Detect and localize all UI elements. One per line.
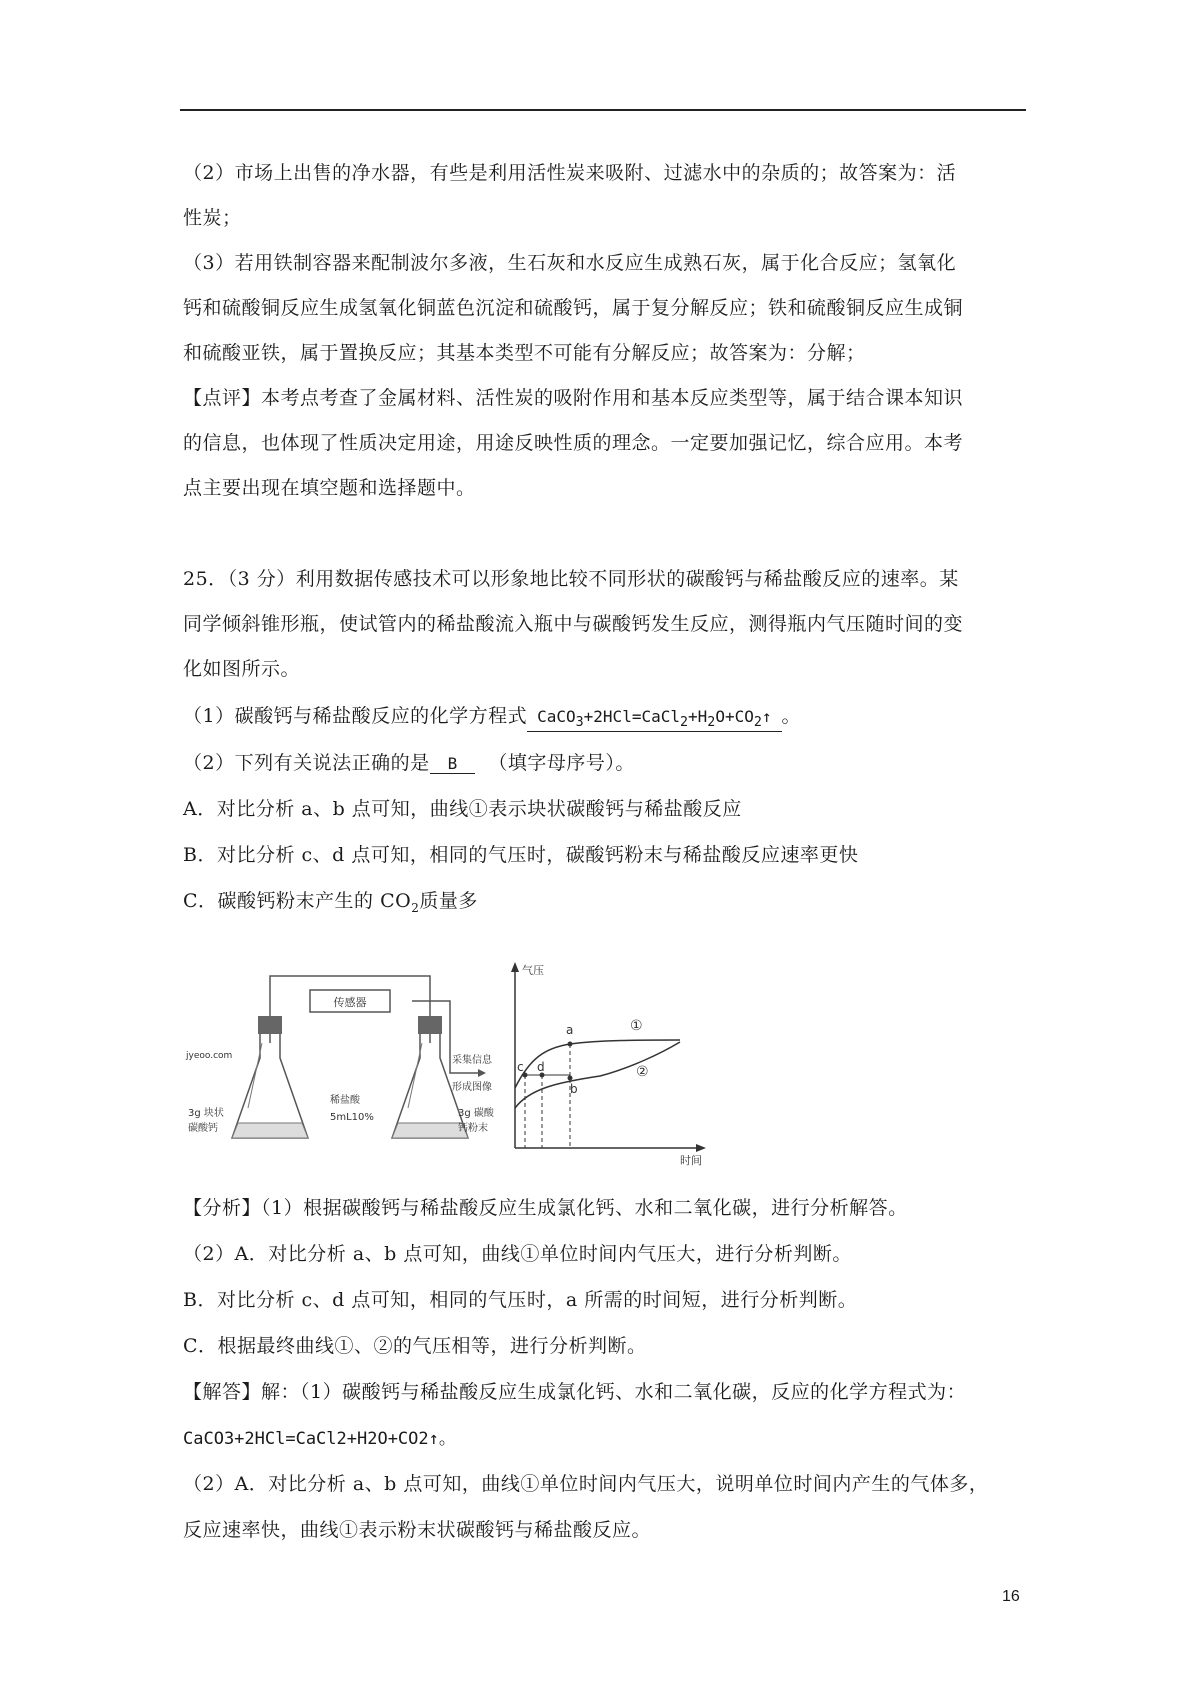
text-line: B．对比分析 c、d 点可知，相同的气压时，a 所需的时间短，进行分析判断。 xyxy=(183,1289,858,1311)
curve-2-label: ② xyxy=(636,1064,649,1080)
text-line: （2）市场上出售的净水器，有些是利用活性炭来吸附、过滤水中的杂质的；故答案为：活 xyxy=(183,162,957,184)
text-line: 化如图所示。 xyxy=(183,658,301,680)
right-test-tube xyxy=(408,1043,422,1108)
text-line: 性炭； xyxy=(183,207,242,229)
right-stopper xyxy=(418,1016,442,1034)
text-line: 钙和硫酸铜反应生成氢氧化铜蓝色沉淀和硫酸钙，属于复分解反应；铁和硫酸铜反应生成铜 xyxy=(183,297,964,319)
arrow-head xyxy=(478,1069,486,1077)
left-stopper xyxy=(258,1016,282,1034)
text-line: （3）若用铁制容器来配制波尔多液，生石灰和水反应生成熟石灰，属于化合反应；氢氧化 xyxy=(183,252,957,274)
text-line: 和硫酸亚铁，属于置换反应；其基本类型不可能有分解反应；故答案为：分解； xyxy=(183,342,866,364)
question-1-line xyxy=(183,701,801,732)
q1-answer-equation: $CaCO_3+2HCl=CaCl_2+H_2O+CO_2↑$ xyxy=(527,708,781,732)
right-label-2: 钙粉末 xyxy=(458,1123,488,1134)
equation-line: CaCO3+2HCl=CaCl2+H2O+CO2↑。 xyxy=(183,1429,456,1449)
collect-label-1: 采集信息 xyxy=(452,1055,492,1066)
text-line: 同学倾斜锥形瓶，使试管内的稀盐酸流入瓶中与碳酸钙发生反应，测得瓶内气压随时间的变 xyxy=(183,613,964,635)
acid-label-1: 稀盐酸 xyxy=(330,1095,360,1106)
point-d-label: d xyxy=(537,1060,545,1074)
left-label-2: 碳酸钙 xyxy=(188,1123,218,1134)
left-flask xyxy=(232,1034,308,1138)
experiment-figure xyxy=(180,958,740,1168)
text-line: 点主要出现在填空题和选择题中。 xyxy=(183,477,476,499)
page-number: 16 xyxy=(1002,1588,1020,1605)
sensor-label: 传感器 xyxy=(333,996,367,1009)
right-solid xyxy=(392,1123,468,1138)
option-c: C．碳酸钙粉末产生的 $CO_2$质量多 xyxy=(183,890,478,915)
text-line: （2）A．对比分析 a、b 点可知，曲线①单位时间内气压大，说明单位时间内产生的气体多， xyxy=(183,1473,989,1495)
left-solid xyxy=(232,1123,308,1138)
text-line: C．根据最终曲线①、②的气压相等，进行分析判断。 xyxy=(183,1335,647,1357)
option-a: A．对比分析 a、b 点可知，曲线①表示块状碳酸钙与稀盐酸反应 xyxy=(183,798,742,820)
header-rule xyxy=(180,109,1026,111)
collect-label-2: 形成图像 xyxy=(452,1082,492,1093)
answer-heading-line: 【解答】解：（1）碳酸钙与稀盐酸反应生成氯化钙、水和二氧化碳，反应的化学方程式为： xyxy=(183,1381,967,1403)
analysis-heading-line: 【分析】（1）根据碳酸钙与稀盐酸反应生成氯化钙、水和二氧化碳，进行分析解答。 xyxy=(183,1197,908,1219)
q2-prefix: （2）下列有关说法正确的是 xyxy=(183,752,430,774)
point-b-label: b xyxy=(570,1082,578,1096)
left-label-1: 3g 块状 xyxy=(188,1108,224,1119)
text-line: 的信息，也体现了性质决定用途，用途反映性质的理念。一定要加强记忆，综合应用。本考 xyxy=(183,432,964,454)
x-axis-label: 时间 xyxy=(680,1154,702,1167)
acid-label-2: 5mL10% xyxy=(330,1112,374,1123)
q1-prefix: （1）碳酸钙与稀盐酸反应的化学方程式 xyxy=(183,705,528,727)
question-2-line xyxy=(183,748,635,775)
y-axis-arrow xyxy=(511,962,519,972)
right-label-1: 3g 碳酸 xyxy=(458,1108,494,1119)
watermark: jyeoo.com xyxy=(186,1051,233,1061)
question-25-line: 25．（3 分）利用数据传感技术可以形象地比较不同形状的碳酸钙与稀盐酸反应的速率。某 xyxy=(183,568,959,590)
text-line: 反应速率快，曲线①表示粉末状碳酸钙与稀盐酸反应。 xyxy=(183,1519,652,1541)
option-b: B．对比分析 c、d 点可知，相同的气压时，碳酸钙粉末与稀盐酸反应速率更快 xyxy=(183,844,859,866)
left-test-tube xyxy=(248,1043,262,1108)
point-c-label: c xyxy=(517,1060,524,1074)
text-line: （2）A．对比分析 a、b 点可知，曲线①单位时间内气压大，进行分析判断。 xyxy=(183,1243,852,1265)
curve-1-label: ① xyxy=(630,1018,643,1034)
q2-suffix: （填字母序号）。 xyxy=(488,752,635,774)
x-axis-arrow xyxy=(696,1144,706,1152)
comment-heading-line: 【点评】本考点考查了金属材料、活性炭的吸附作用和基本反应类型等，属于结合课本知识 xyxy=(183,387,964,409)
y-axis-label: 气压 xyxy=(522,964,544,977)
point-a-label: a xyxy=(566,1023,574,1037)
q1-suffix: 。 xyxy=(781,705,802,727)
q2-answer: B xyxy=(430,755,476,774)
